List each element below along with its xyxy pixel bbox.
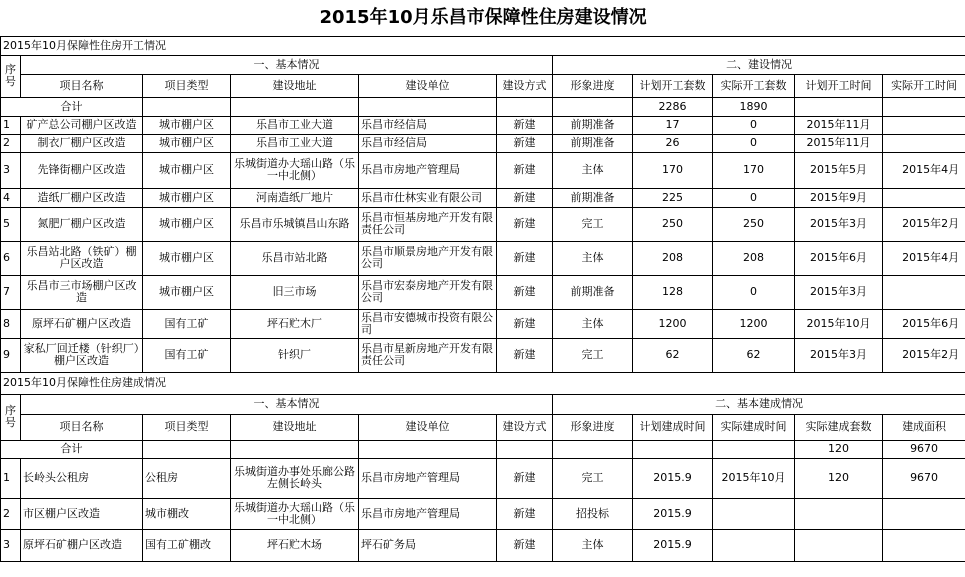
builder-cell[interactable]: 乐昌市房地产管理局 xyxy=(359,458,497,498)
seq-header[interactable]: 序号 xyxy=(1,394,21,440)
address-cell[interactable]: 坪石贮木厂 xyxy=(231,309,359,338)
column-header[interactable]: 项目名称 xyxy=(21,414,143,440)
total-planned-units[interactable]: 2286 xyxy=(633,97,713,116)
empty-cell[interactable] xyxy=(713,440,795,458)
actual-units-cell[interactable]: 0 xyxy=(713,188,795,207)
column-header-row xyxy=(1,74,965,97)
seq-cell[interactable]: 9 xyxy=(1,338,21,372)
address-cell[interactable]: 河南造纸厂地片 xyxy=(231,188,359,207)
build-mode-cell[interactable]: 新建 xyxy=(497,309,553,338)
actual-start-cell[interactable]: 2015年2月 xyxy=(883,338,965,372)
project-type-cell[interactable]: 城市棚户区 xyxy=(143,207,231,241)
column-header[interactable]: 建设地址 xyxy=(231,414,359,440)
group-header-row xyxy=(1,394,965,414)
planned-units-cell[interactable]: 208 xyxy=(633,241,713,275)
actual-start-cell[interactable]: 2015年6月 xyxy=(883,309,965,338)
build-mode-cell[interactable]: 新建 xyxy=(497,529,553,561)
planned-completion-cell[interactable]: 2015.9 xyxy=(633,529,713,561)
table-row xyxy=(1,152,965,188)
column-header[interactable]: 形象进度 xyxy=(553,74,633,97)
column-header[interactable]: 实际建成套数 xyxy=(795,414,883,440)
completed-area-cell[interactable] xyxy=(883,498,965,529)
progress-cell[interactable]: 完工 xyxy=(553,338,633,372)
empty-cell[interactable] xyxy=(143,440,231,458)
empty-cell[interactable] xyxy=(883,97,965,116)
completed-units-cell[interactable] xyxy=(795,529,883,561)
empty-cell[interactable] xyxy=(359,440,497,458)
actual-start-cell[interactable]: 2015年4月 xyxy=(883,241,965,275)
column-header-row xyxy=(1,414,965,440)
column-header[interactable]: 计划开工时间 xyxy=(795,74,883,97)
seq-header[interactable]: 序号 xyxy=(1,55,21,97)
progress-cell[interactable]: 前期准备 xyxy=(553,188,633,207)
builder-cell[interactable]: 乐昌市宏泰房地产开发有限公司 xyxy=(359,275,497,309)
total-completed-units[interactable]: 120 xyxy=(795,440,883,458)
build-mode-cell[interactable]: 新建 xyxy=(497,188,553,207)
planned-start-cell[interactable]: 2015年3月 xyxy=(795,275,883,309)
table-row xyxy=(1,188,965,207)
actual-units-cell[interactable]: 0 xyxy=(713,275,795,309)
project-type-cell[interactable]: 国有工矿 xyxy=(143,338,231,372)
project-type-cell[interactable]: 公租房 xyxy=(143,458,231,498)
total-label[interactable]: 合计 xyxy=(1,97,143,116)
actual-units-cell[interactable]: 250 xyxy=(713,207,795,241)
project-name-cell[interactable]: 制衣厂棚户区改造 xyxy=(21,134,143,152)
completed-units-cell[interactable]: 120 xyxy=(795,458,883,498)
planned-units-cell[interactable]: 17 xyxy=(633,116,713,134)
completed-units-cell[interactable] xyxy=(795,498,883,529)
completed-area-cell[interactable]: 9670 xyxy=(883,458,965,498)
project-type-cell[interactable]: 城市棚户区 xyxy=(143,116,231,134)
actual-units-cell[interactable]: 62 xyxy=(713,338,795,372)
actual-completion-cell[interactable] xyxy=(713,498,795,529)
section-title-completion[interactable]: 2015年10月保障性住房建成情况 xyxy=(1,372,965,394)
builder-cell[interactable]: 乐昌市顺景房地产开发有限公司 xyxy=(359,241,497,275)
builder-cell[interactable]: 乐昌市安德城市投资有限公司 xyxy=(359,309,497,338)
progress-cell[interactable]: 完工 xyxy=(553,458,633,498)
column-header[interactable]: 建设单位 xyxy=(359,74,497,97)
build-mode-cell[interactable]: 新建 xyxy=(497,116,553,134)
column-header[interactable]: 项目名称 xyxy=(21,74,143,97)
planned-units-cell[interactable]: 170 xyxy=(633,152,713,188)
project-name-cell[interactable]: 先锋街棚户区改造 xyxy=(21,152,143,188)
project-type-cell[interactable]: 城市棚户区 xyxy=(143,241,231,275)
project-name-cell[interactable]: 乐昌站北路（铁矿）棚户区改造 xyxy=(21,241,143,275)
address-cell[interactable]: 旧三市场 xyxy=(231,275,359,309)
seq-cell[interactable]: 8 xyxy=(1,309,21,338)
builder-cell[interactable]: 乐昌市恒基房地产开发有限责任公司 xyxy=(359,207,497,241)
table-row xyxy=(1,309,965,338)
build-mode-cell[interactable]: 新建 xyxy=(497,207,553,241)
seq-cell[interactable]: 2 xyxy=(1,134,21,152)
actual-completion-cell[interactable]: 2015年10月 xyxy=(713,458,795,498)
actual-start-cell[interactable] xyxy=(883,116,965,134)
actual-units-cell[interactable]: 0 xyxy=(713,134,795,152)
builder-cell[interactable]: 乐昌市房地产管理局 xyxy=(359,152,497,188)
table-row xyxy=(1,529,965,561)
table-row xyxy=(1,458,965,498)
progress-cell[interactable]: 主体 xyxy=(553,309,633,338)
planned-start-cell[interactable]: 2015年9月 xyxy=(795,188,883,207)
empty-cell[interactable] xyxy=(795,97,883,116)
progress-cell[interactable]: 主体 xyxy=(553,152,633,188)
actual-units-cell[interactable]: 1200 xyxy=(713,309,795,338)
planned-start-cell[interactable]: 2015年6月 xyxy=(795,241,883,275)
group-completion-info[interactable]: 二、基本建成情况 xyxy=(553,394,965,414)
build-mode-cell[interactable]: 新建 xyxy=(497,152,553,188)
column-header[interactable]: 实际开工时间 xyxy=(883,74,965,97)
address-cell[interactable]: 针织厂 xyxy=(231,338,359,372)
empty-cell[interactable] xyxy=(553,440,633,458)
planned-completion-cell[interactable]: 2015.9 xyxy=(633,498,713,529)
empty-cell[interactable] xyxy=(231,97,359,116)
seq-cell[interactable]: 1 xyxy=(1,116,21,134)
total-completed-area[interactable]: 9670 xyxy=(883,440,965,458)
total-label[interactable]: 合计 xyxy=(1,440,143,458)
planned-units-cell[interactable]: 26 xyxy=(633,134,713,152)
empty-cell[interactable] xyxy=(231,440,359,458)
group-construction-info[interactable]: 二、建设情况 xyxy=(553,55,965,74)
build-mode-cell[interactable]: 新建 xyxy=(497,458,553,498)
address-cell[interactable]: 乐昌市工业大道 xyxy=(231,134,359,152)
progress-cell[interactable]: 前期准备 xyxy=(553,134,633,152)
builder-cell[interactable]: 乐昌市星新房地产开发有限责任公司 xyxy=(359,338,497,372)
table-row xyxy=(1,207,965,241)
column-header[interactable]: 建设方式 xyxy=(497,414,553,440)
column-header[interactable]: 建设单位 xyxy=(359,414,497,440)
empty-cell[interactable] xyxy=(359,97,497,116)
actual-completion-cell[interactable] xyxy=(713,529,795,561)
project-name-cell[interactable]: 长岭头公租房 xyxy=(21,458,143,498)
progress-cell[interactable]: 前期准备 xyxy=(553,116,633,134)
project-type-cell[interactable]: 城市棚户区 xyxy=(143,152,231,188)
project-name-cell[interactable]: 家私厂回迁楼（针织厂）棚户区改造 xyxy=(21,338,143,372)
project-name-cell[interactable]: 矿产总公司棚户区改造 xyxy=(21,116,143,134)
table-row xyxy=(1,241,965,275)
total-row xyxy=(1,97,965,116)
builder-cell[interactable]: 乐昌市经信局 xyxy=(359,116,497,134)
planned-start-cell[interactable]: 2015年5月 xyxy=(795,152,883,188)
column-header[interactable]: 建设地址 xyxy=(231,74,359,97)
planned-units-cell[interactable]: 1200 xyxy=(633,309,713,338)
planned-start-cell[interactable]: 2015年10月 xyxy=(795,309,883,338)
empty-cell[interactable] xyxy=(553,97,633,116)
column-header[interactable]: 形象进度 xyxy=(553,414,633,440)
planned-start-cell[interactable]: 2015年3月 xyxy=(795,207,883,241)
empty-cell[interactable] xyxy=(143,97,231,116)
planned-units-cell[interactable]: 250 xyxy=(633,207,713,241)
actual-start-cell[interactable] xyxy=(883,188,965,207)
column-header[interactable]: 项目类型 xyxy=(143,74,231,97)
section-row xyxy=(1,36,965,55)
actual-start-cell[interactable] xyxy=(883,275,965,309)
column-header[interactable]: 项目类型 xyxy=(143,414,231,440)
column-header[interactable]: 建成面积 xyxy=(883,414,965,440)
column-header[interactable]: 计划开工套数 xyxy=(633,74,713,97)
address-cell[interactable]: 乐昌市站北路 xyxy=(231,241,359,275)
completed-area-cell[interactable] xyxy=(883,529,965,561)
address-cell[interactable]: 乐城街道办大瑶山路（乐一中北侧） xyxy=(231,152,359,188)
builder-cell[interactable]: 坪石矿务局 xyxy=(359,529,497,561)
builder-cell[interactable]: 乐昌市房地产管理局 xyxy=(359,498,497,529)
section-row xyxy=(1,372,965,394)
builder-cell[interactable]: 乐昌市仕林实业有限公司 xyxy=(359,188,497,207)
seq-cell[interactable]: 7 xyxy=(1,275,21,309)
seq-cell[interactable]: 2 xyxy=(1,498,21,529)
actual-start-cell[interactable] xyxy=(883,134,965,152)
project-type-cell[interactable]: 城市棚户区 xyxy=(143,134,231,152)
table-row xyxy=(1,116,965,134)
builder-cell[interactable]: 乐昌市经信局 xyxy=(359,134,497,152)
planned-start-cell[interactable]: 2015年11月 xyxy=(795,116,883,134)
empty-cell[interactable] xyxy=(497,440,553,458)
actual-units-cell[interactable]: 170 xyxy=(713,152,795,188)
planned-units-cell[interactable]: 128 xyxy=(633,275,713,309)
project-name-cell[interactable]: 原坪石矿棚户区改造 xyxy=(21,529,143,561)
table-row xyxy=(1,275,965,309)
group-basic-info[interactable]: 一、基本情况 xyxy=(21,394,553,414)
build-mode-cell[interactable]: 新建 xyxy=(497,241,553,275)
column-header[interactable]: 计划建成时间 xyxy=(633,414,713,440)
column-header[interactable]: 建设方式 xyxy=(497,74,553,97)
actual-start-cell[interactable]: 2015年4月 xyxy=(883,152,965,188)
project-name-cell[interactable]: 造纸厂棚户区改造 xyxy=(21,188,143,207)
planned-start-cell[interactable]: 2015年3月 xyxy=(795,338,883,372)
project-name-cell[interactable]: 市区棚户区改造 xyxy=(21,498,143,529)
planned-completion-cell[interactable]: 2015.9 xyxy=(633,458,713,498)
project-type-cell[interactable]: 国有工矿棚改 xyxy=(143,529,231,561)
progress-cell[interactable]: 招投标 xyxy=(553,498,633,529)
address-cell[interactable]: 乐城街道办大瑶山路（乐一中北侧） xyxy=(231,498,359,529)
address-cell[interactable]: 乐昌市乐城镇昌山东路 xyxy=(231,207,359,241)
section-title-construction-start[interactable]: 2015年10月保障性住房开工情况 xyxy=(1,36,965,55)
progress-cell[interactable]: 前期准备 xyxy=(553,275,633,309)
seq-cell[interactable]: 4 xyxy=(1,188,21,207)
build-mode-cell[interactable]: 新建 xyxy=(497,338,553,372)
total-actual-units[interactable]: 1890 xyxy=(713,97,795,116)
total-row xyxy=(1,440,965,458)
planned-units-cell[interactable]: 225 xyxy=(633,188,713,207)
address-cell[interactable]: 坪石贮木场 xyxy=(231,529,359,561)
seq-cell[interactable]: 3 xyxy=(1,529,21,561)
progress-cell[interactable]: 主体 xyxy=(553,241,633,275)
seq-cell[interactable]: 3 xyxy=(1,152,21,188)
build-mode-cell[interactable]: 新建 xyxy=(497,275,553,309)
build-mode-cell[interactable]: 新建 xyxy=(497,134,553,152)
group-basic-info[interactable]: 一、基本情况 xyxy=(21,55,553,74)
empty-cell[interactable] xyxy=(633,440,713,458)
table-row xyxy=(1,338,965,372)
seq-cell[interactable]: 1 xyxy=(1,458,21,498)
actual-start-cell[interactable]: 2015年2月 xyxy=(883,207,965,241)
progress-cell[interactable]: 完工 xyxy=(553,207,633,241)
empty-cell[interactable] xyxy=(497,97,553,116)
page-title: 2015年10月乐昌市保障性住房建设情况 xyxy=(1,0,965,36)
address-cell[interactable]: 乐城街道办事处乐廊公路左侧长岭头 xyxy=(231,458,359,498)
group-header-row xyxy=(1,55,965,74)
project-type-cell[interactable]: 城市棚户区 xyxy=(143,188,231,207)
project-name-cell[interactable]: 氮肥厂棚户区改造 xyxy=(21,207,143,241)
project-name-cell[interactable]: 乐昌市三市场棚户区改造 xyxy=(21,275,143,309)
address-cell[interactable]: 乐昌市工业大道 xyxy=(231,116,359,134)
table-row xyxy=(1,134,965,152)
project-type-cell[interactable]: 城市棚户区 xyxy=(143,275,231,309)
table-row xyxy=(1,498,965,529)
column-header[interactable]: 实际开工套数 xyxy=(713,74,795,97)
project-type-cell[interactable]: 国有工矿 xyxy=(143,309,231,338)
progress-cell[interactable]: 主体 xyxy=(553,529,633,561)
column-header[interactable]: 实际建成时间 xyxy=(713,414,795,440)
actual-units-cell[interactable]: 208 xyxy=(713,241,795,275)
build-mode-cell[interactable]: 新建 xyxy=(497,498,553,529)
actual-units-cell[interactable]: 0 xyxy=(713,116,795,134)
seq-cell[interactable]: 5 xyxy=(1,207,21,241)
planned-units-cell[interactable]: 62 xyxy=(633,338,713,372)
seq-cell[interactable]: 6 xyxy=(1,241,21,275)
project-name-cell[interactable]: 原坪石矿棚户区改造 xyxy=(21,309,143,338)
planned-start-cell[interactable]: 2015年11月 xyxy=(795,134,883,152)
project-type-cell[interactable]: 城市棚改 xyxy=(143,498,231,529)
